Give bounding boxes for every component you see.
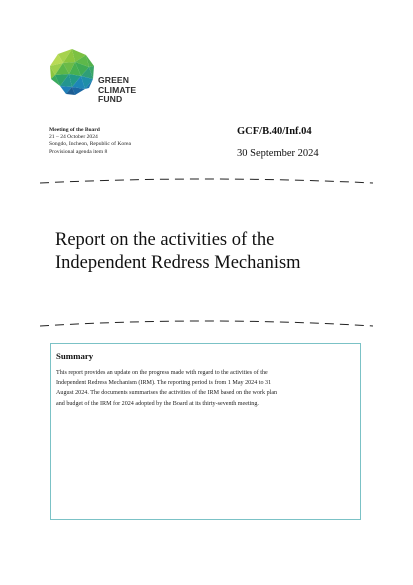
- summary-line-3: August 2024. The documents summarises the activities of the IRM based on the work plan: [56, 390, 278, 397]
- meeting-info: [49, 127, 131, 156]
- summary-line-4: and budget of the IRM for 2024 adopted by the Board at its thirty-seventh meeting.: [56, 400, 259, 407]
- bottom-divider: [40, 316, 373, 328]
- summary-box: [50, 343, 361, 520]
- org-name-line-3: FUND: [98, 94, 123, 105]
- org-name-line-2: CLIMATE: [98, 84, 137, 95]
- meeting-title: Meeting of the Board: [49, 127, 100, 133]
- org-name-line-1: GREEN: [98, 75, 130, 85]
- organization-name: [98, 76, 136, 105]
- summary-line-1: This report provides an update on the progress made with regard to the activities of the: [56, 370, 268, 376]
- document-title-line-2: Independent Redress Mechanism: [55, 253, 301, 273]
- top-divider: [40, 175, 373, 187]
- meeting-agenda-item: Provisional agenda item 8: [49, 148, 108, 155]
- summary-text: [56, 368, 356, 409]
- summary-heading: Summary: [56, 351, 94, 361]
- meeting-location: Songdo, Incheon, Republic of Korea: [49, 141, 132, 148]
- summary-line-2: Independent Redress Mechanism (IRM). The reporting period is from 1 May 2024 to 31: [56, 380, 272, 387]
- document-title-line-1: Report on the activities of the: [55, 230, 275, 250]
- document-date: 30 September 2024: [237, 148, 319, 159]
- gcf-globe-logo-icon: [49, 48, 95, 96]
- document-reference: GCF/B.40/Inf.04: [237, 126, 312, 137]
- document-title: [55, 229, 375, 275]
- meeting-dates: 21 – 24 October 2024: [49, 134, 98, 141]
